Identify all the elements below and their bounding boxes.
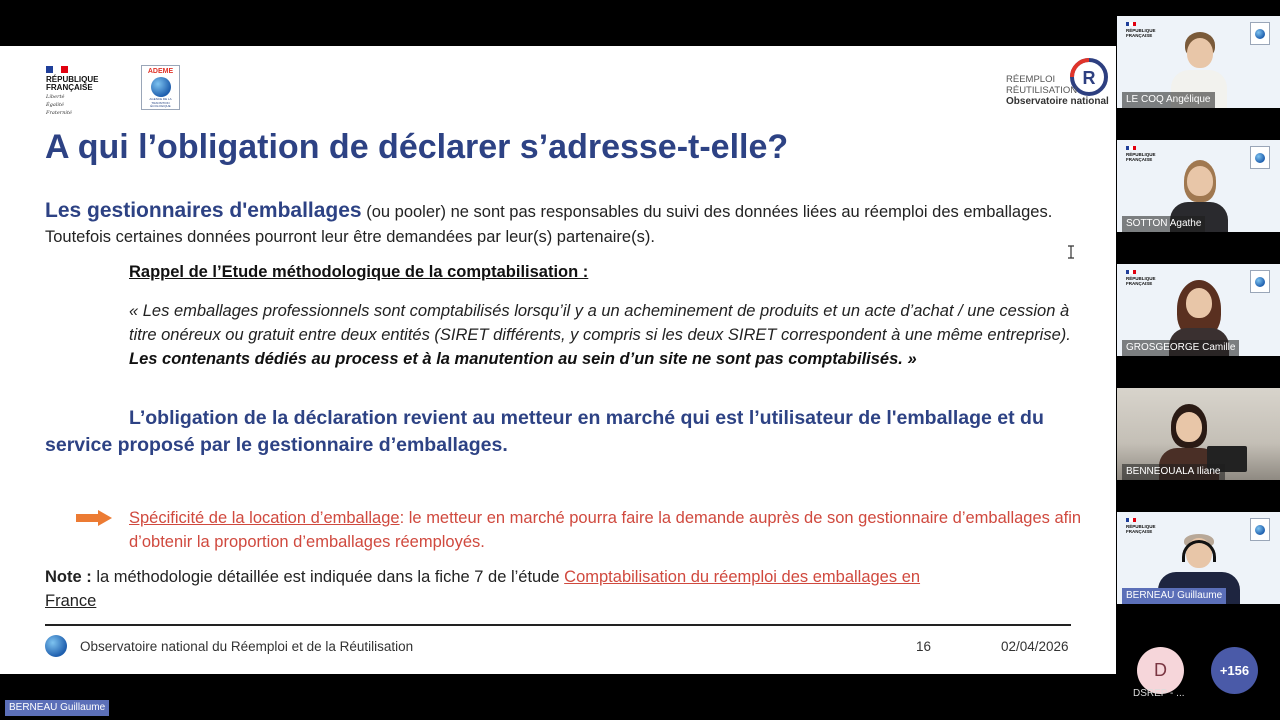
etude-link-end[interactable]: France [45, 592, 97, 610]
gestionnaires-lead: Les gestionnaires d'emballages [45, 199, 362, 222]
observatoire-logo [1006, 56, 1112, 112]
ademe-logo [141, 65, 180, 110]
quote-normal: « Les emballages professionnels sont comptabilisés lorsqu’il y a un acheminement de produits et un acte d’achat / une cession à titre onéreux ou gratuit entre deux entités (SIRET différents, y compris si les deux SIRET correspondent à une même entreprise). [129, 302, 1071, 344]
footer-divider [45, 624, 1071, 626]
motto-line-3: Fraternité [46, 110, 72, 116]
republique-mini-logo: RÉPUBLIQUE FRANÇAISE [1126, 518, 1156, 534]
specificity-text: : le metteur en marché pourra faire la demande auprès de son gestionnaire d’emballages afin d’obtenir la proportion d’emballages réemployés. [129, 509, 1082, 551]
footer-org: Observatoire national du Réemploi et de la Réutilisation [80, 639, 414, 654]
globe-icon [151, 77, 171, 97]
participant-tile[interactable] [1117, 16, 1280, 108]
slide-title: A qui l’obligation de déclarer s’adresse-t-elle? [45, 128, 789, 166]
participant-name: GROSGEORGE Camille [1122, 340, 1239, 356]
participant-avatar[interactable]: D [1137, 647, 1184, 694]
republique-mini-logo: RÉPUBLIQUE FRANÇAISE [1126, 22, 1156, 38]
republique-francaise-logo [46, 66, 106, 116]
note-label: Note : [45, 568, 92, 586]
etude-link[interactable]: Comptabilisation du réemploi des emballages en [564, 568, 921, 586]
obligation-paragraph: L’obligation de la déclaration revient au metteur en marché qui est l’utilisateur de l'emballage et du service proposé par le gestionnaire d’emballages. [45, 407, 1044, 456]
gestionnaires-text: (ou pooler) ne sont pas responsables du suivi des données liées au réemploi des emballages. Toutefois certaines données pourront leur être demandées par leur(s) partenaire(s). [45, 203, 1053, 246]
ademe-mini-logo [1250, 22, 1270, 45]
motto-line-1: Liberté [46, 94, 65, 100]
globe-icon [45, 635, 67, 657]
ademe-title: ADEME [147, 68, 174, 75]
participant-name: BENNEOUALA Iliane [1122, 464, 1225, 480]
note-text: la méthodologie détaillée est indiquée dans la fiche 7 de l’étude [91, 568, 565, 586]
rappel-heading: Rappel de l’Etude méthodologique de la comptabilisation : [129, 263, 589, 281]
more-participants-button[interactable]: +156 [1211, 647, 1258, 694]
ademe-mini-logo [1250, 146, 1270, 169]
presentation-slide [0, 46, 1116, 674]
motto-line-2: Égalité [46, 102, 64, 108]
participant-name: BERNEAU Guillaume [1122, 588, 1226, 604]
page-number: 16 [916, 639, 932, 654]
observatoire-line-1: RÉEMPLOI [1006, 74, 1056, 85]
note-paragraph [45, 565, 1085, 613]
methodology-quote [129, 299, 1084, 371]
footer-date: 02/04/2026 [1001, 639, 1069, 654]
gestionnaires-paragraph [45, 198, 1085, 250]
ademe-subtitle: AGENCE DE LA TRANSITION ÉCOLOGIQUE [149, 97, 172, 108]
republique-line-2: FRANÇAISE [46, 83, 93, 92]
observatoire-line-2: RÉUTILISATION [1006, 85, 1078, 96]
participant-tile[interactable] [1117, 388, 1280, 480]
specificity-link[interactable]: Spécificité de la location d’emballage [129, 509, 400, 527]
republique-mini-logo: RÉPUBLIQUE FRANÇAISE [1126, 146, 1156, 162]
ademe-mini-logo [1250, 518, 1270, 541]
specificity-paragraph [129, 506, 1089, 554]
quote-bold: Les contenants dédiés au process et à la manutention au sein d’un site ne sont pas comptabilisés. » [129, 350, 917, 368]
svg-text:R: R [1082, 68, 1096, 88]
participant-avatar-label: DSREP - ... [1133, 688, 1185, 699]
republique-line-1: RÉPUBLIQUE [46, 75, 99, 84]
active-speaker-badge: BERNEAU Guillaume [5, 700, 109, 716]
french-flag-icon [46, 66, 68, 73]
ademe-mini-logo [1250, 270, 1270, 293]
participant-tile[interactable] [1117, 512, 1280, 604]
observatoire-line-3: Observatoire national [1006, 96, 1109, 107]
participant-tile[interactable] [1117, 264, 1280, 356]
text-cursor-icon [1067, 245, 1075, 259]
arrow-right-icon [76, 510, 112, 526]
republique-mini-logo: RÉPUBLIQUE FRANÇAISE [1126, 270, 1156, 286]
participant-name: SOTTON Agathe [1122, 216, 1205, 232]
participant-tile[interactable] [1117, 140, 1280, 232]
participant-name: LE COQ Angélique [1122, 92, 1215, 108]
